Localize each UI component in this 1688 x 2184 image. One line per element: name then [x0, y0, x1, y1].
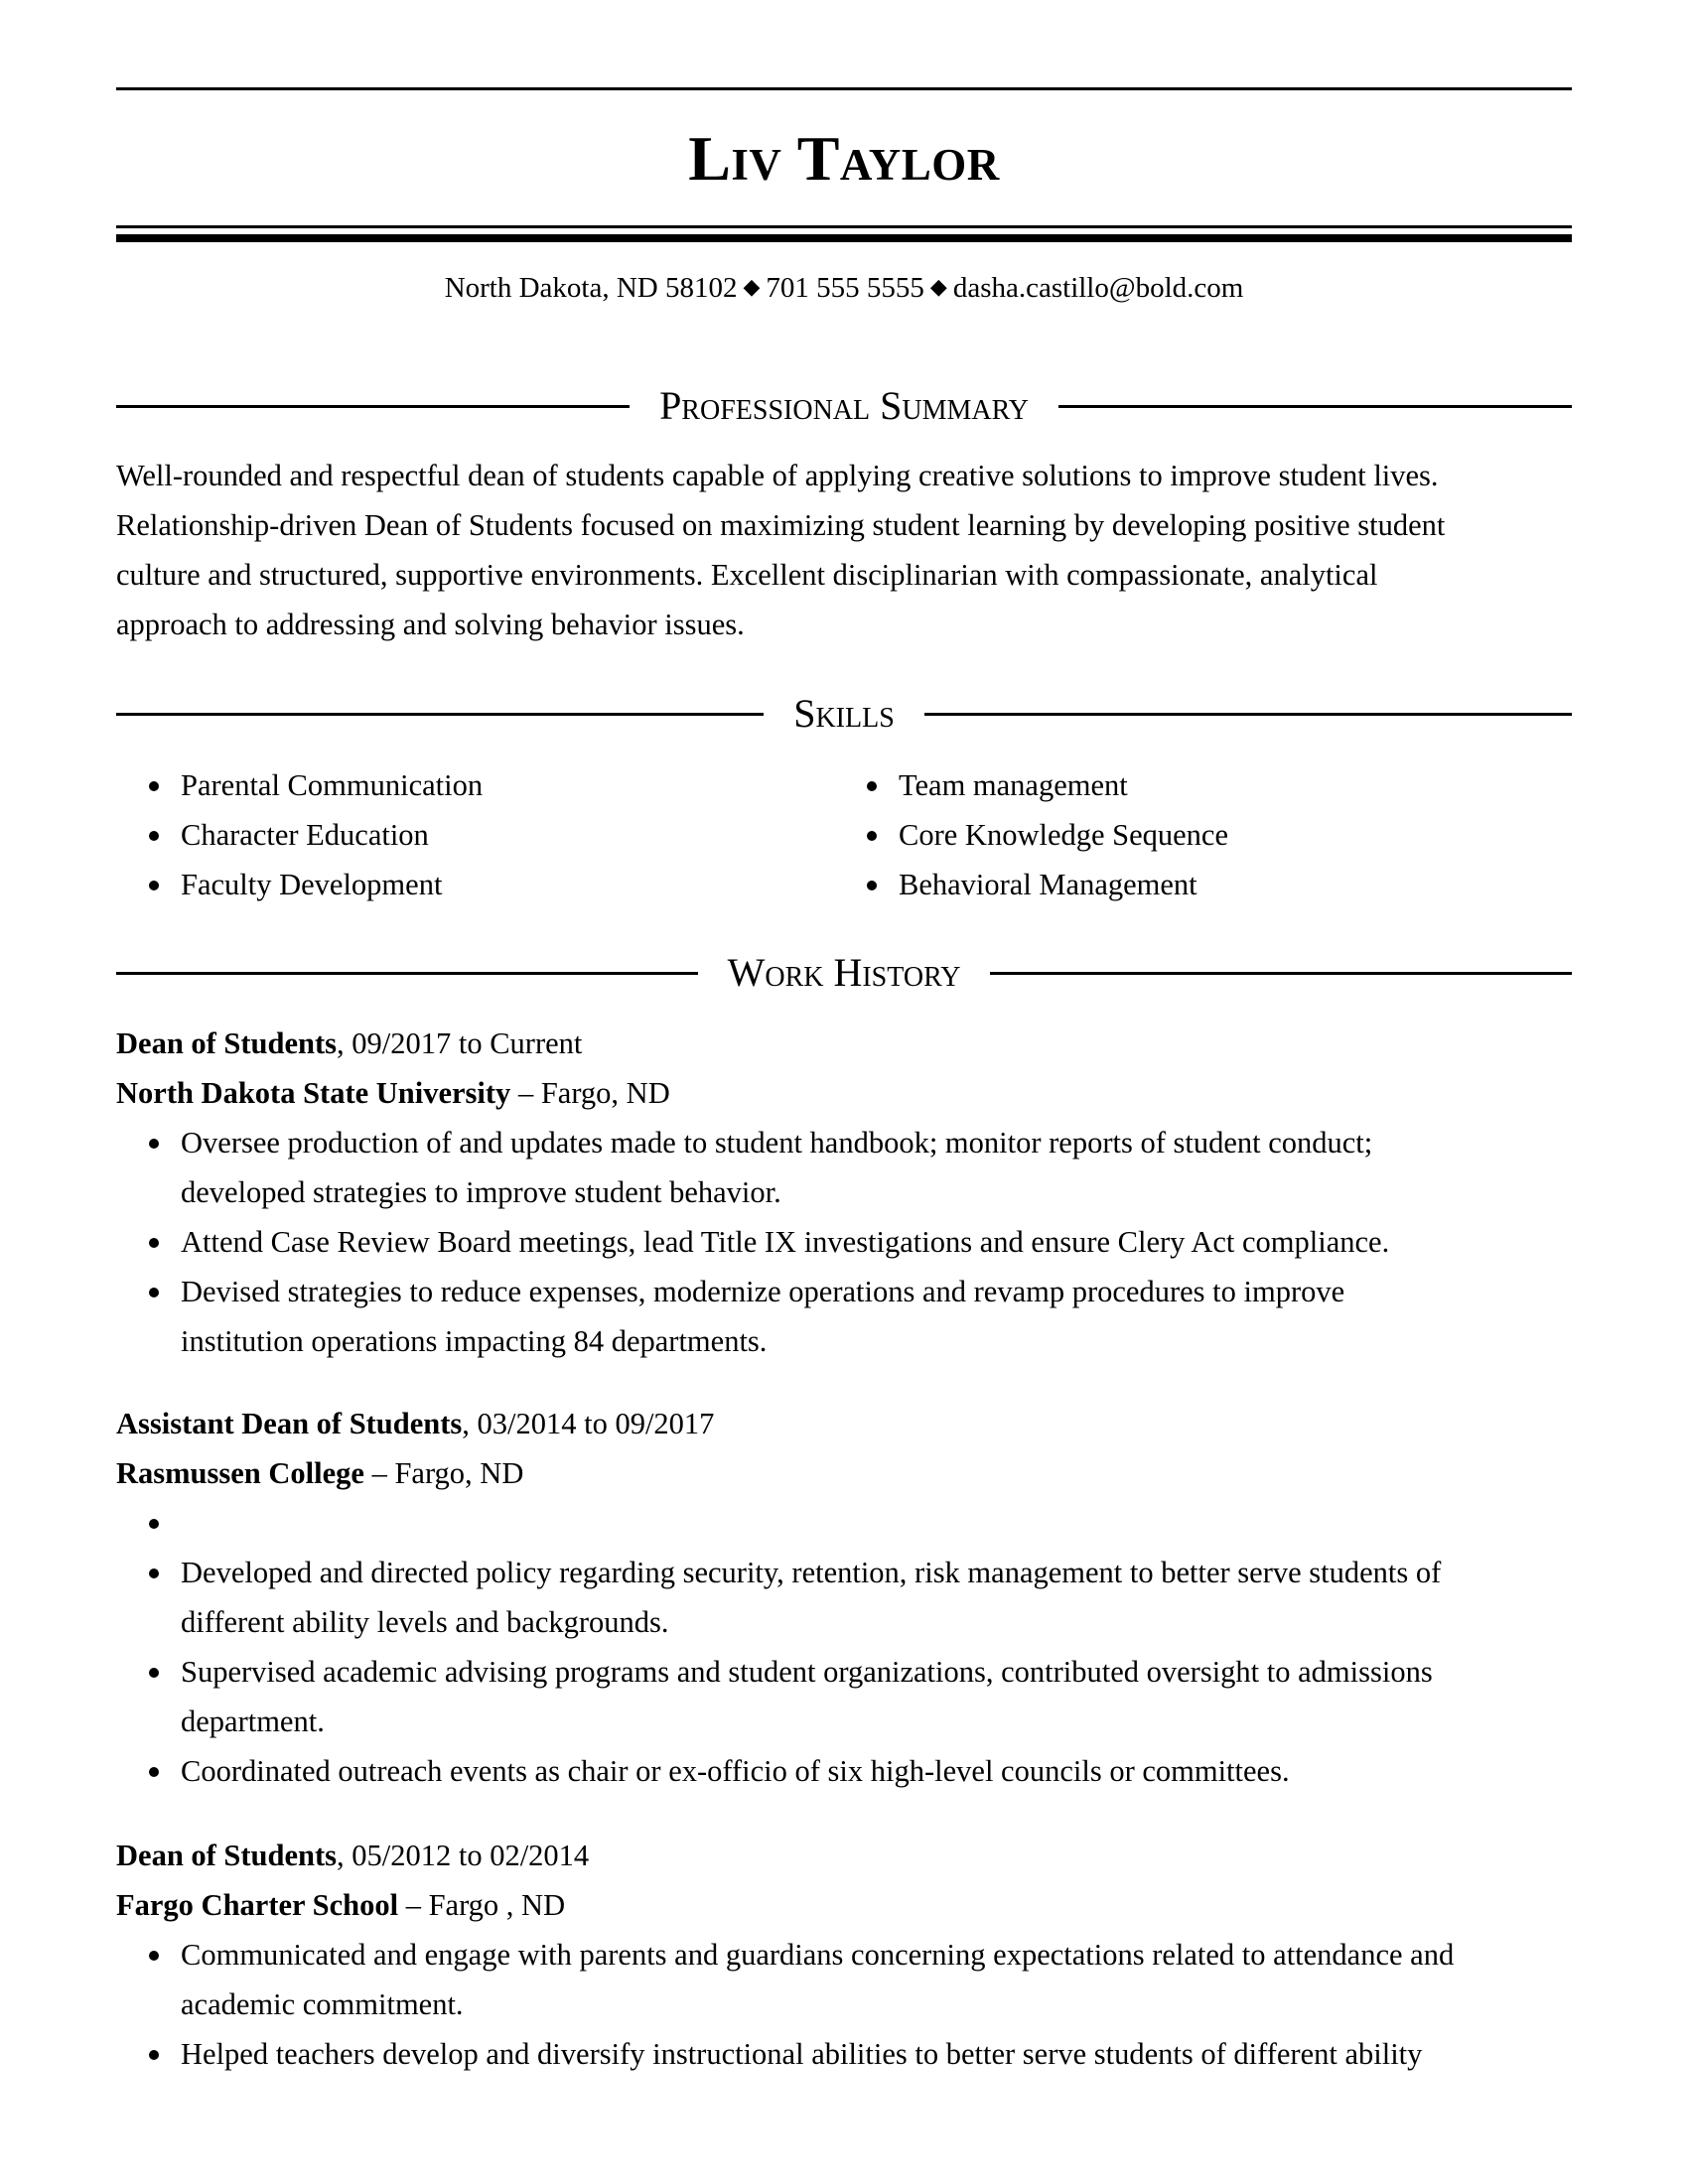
job-bullet: [116, 1647, 1572, 1746]
summary-line: approach to addressing and solving behavior issues.: [116, 608, 745, 641]
job-location: – Fargo, ND: [510, 1076, 670, 1110]
job-company: North Dakota State University: [116, 1076, 511, 1110]
heading-rule-left: [116, 713, 764, 716]
job-bullet: [116, 1746, 1572, 1796]
job-title-line: [116, 1399, 1572, 1448]
bullet-line: institution operations impacting 84 departments.: [181, 1324, 768, 1358]
section-heading-summary: [116, 381, 1572, 431]
heading-rule-right: [1058, 405, 1572, 408]
summary-line: culture and structured, supportive environments. Excellent disciplinarian with compassionate, analytical: [116, 558, 1378, 592]
heading-rule-left: [116, 405, 630, 408]
job-company-line: [116, 1880, 1572, 1930]
summary-paragraph: [116, 451, 1576, 649]
section-title: Professional Summary: [659, 383, 1029, 428]
job-title-line: [116, 1831, 1572, 1880]
contact-line: [116, 268, 1572, 310]
job-bullets: [116, 1930, 1572, 2079]
job-bullet: [116, 1118, 1572, 1217]
bullet-line: developed strategies to improve student behavior.: [181, 1175, 781, 1209]
job-bullet: [116, 1267, 1572, 1366]
skills-list: [116, 760, 1572, 909]
section-title: Skills: [793, 691, 895, 736]
skill-item: Character Education: [116, 810, 844, 860]
job-company: Rasmussen College: [116, 1456, 364, 1490]
job-bullet-empty: [116, 1498, 1572, 1548]
job-title-line: [116, 1019, 1572, 1068]
diamond-separator-icon: ◆: [743, 274, 761, 299]
bullet-line: different ability levels and backgrounds.: [181, 1605, 669, 1639]
contact-address: North Dakota, ND 58102: [444, 272, 738, 304]
job-location: – Fargo, ND: [363, 1456, 524, 1490]
job-title: Dean of Students: [116, 1839, 338, 1872]
job-title: Dean of Students: [116, 1026, 338, 1060]
bullet-line: Oversee production of and updates made to student handbook; monitor reports of student conduct;: [181, 1126, 1373, 1160]
bullet-line: Developed and directed policy regarding security, retention, risk management to better serve students of: [181, 1556, 1442, 1589]
skill-item: Core Knowledge Sequence: [834, 810, 1562, 860]
job-bullets: [116, 1498, 1572, 1796]
section-heading-work-history: [116, 948, 1572, 998]
job-bullet: [116, 1217, 1572, 1267]
bullet-line: academic commitment.: [181, 1987, 464, 2021]
skills-column-right: [834, 760, 1562, 909]
job-entry: [116, 1831, 1572, 2079]
job-bullet: [116, 1930, 1572, 2029]
job-bullets: [116, 1118, 1572, 1366]
bullet-line: Attend Case Review Board meetings, lead Title IX investigations and ensure Clery Act compliance.: [181, 1225, 1390, 1259]
skills-column-left: [116, 760, 844, 909]
job-title: Assistant Dean of Students: [116, 1407, 463, 1440]
bullet-line: Coordinated outreach events as chair or ex-officio of six high-level councils or committees.: [181, 1754, 1290, 1788]
section-heading-skills: [116, 689, 1572, 739]
bullet-line: Helped teachers develop and diversify instructional abilities to better serve students of different ability: [181, 2037, 1423, 2071]
section-title: Work History: [727, 950, 961, 995]
contact-phone: 701 555 5555: [766, 272, 924, 304]
diamond-separator-icon: ◆: [929, 274, 947, 299]
heading-rule-left: [116, 972, 698, 975]
skill-item: Team management: [834, 760, 1562, 810]
heading-rule-right: [924, 713, 1572, 716]
bullet-line: Supervised academic advising programs and student organizations, contributed oversight to admissions: [181, 1655, 1433, 1689]
heading-rule-right: [990, 972, 1572, 975]
job-company-line: [116, 1448, 1572, 1498]
header-top-rule: [116, 87, 1572, 90]
contact-email[interactable]: dasha.castillo@bold.com: [952, 272, 1244, 304]
job-bullet: [116, 1548, 1572, 1647]
job-location: – Fargo , ND: [398, 1888, 566, 1922]
skill-item: Parental Communication: [116, 760, 844, 810]
bullet-line: Devised strategies to reduce expenses, modernize operations and revamp procedures to improve: [181, 1275, 1345, 1308]
job-entry: [116, 1019, 1572, 1366]
skill-item: Faculty Development: [116, 860, 844, 909]
job-dates: , 09/2017 to Current: [337, 1026, 583, 1060]
summary-line: Relationship-driven Dean of Students focused on maximizing student learning by developing positive student: [116, 508, 1446, 542]
job-company: Fargo Charter School: [116, 1888, 399, 1922]
header-thin-rule: [116, 225, 1572, 228]
skill-item: Behavioral Management: [834, 860, 1562, 909]
job-dates: , 03/2014 to 09/2017: [462, 1407, 715, 1440]
header-thick-rule: [116, 234, 1572, 242]
job-dates: , 05/2012 to 02/2014: [337, 1839, 590, 1872]
candidate-name: Liv Taylor: [688, 123, 1000, 194]
bullet-line: department.: [181, 1705, 325, 1738]
summary-line: Well-rounded and respectful dean of students capable of applying creative solutions to improve student lives.: [116, 459, 1439, 492]
job-entry: [116, 1399, 1572, 1796]
job-company-line: [116, 1068, 1572, 1118]
job-bullet: [116, 2029, 1572, 2079]
bullet-line: Communicated and engage with parents and guardians concerning expectations related to attendance and: [181, 1938, 1455, 1972]
